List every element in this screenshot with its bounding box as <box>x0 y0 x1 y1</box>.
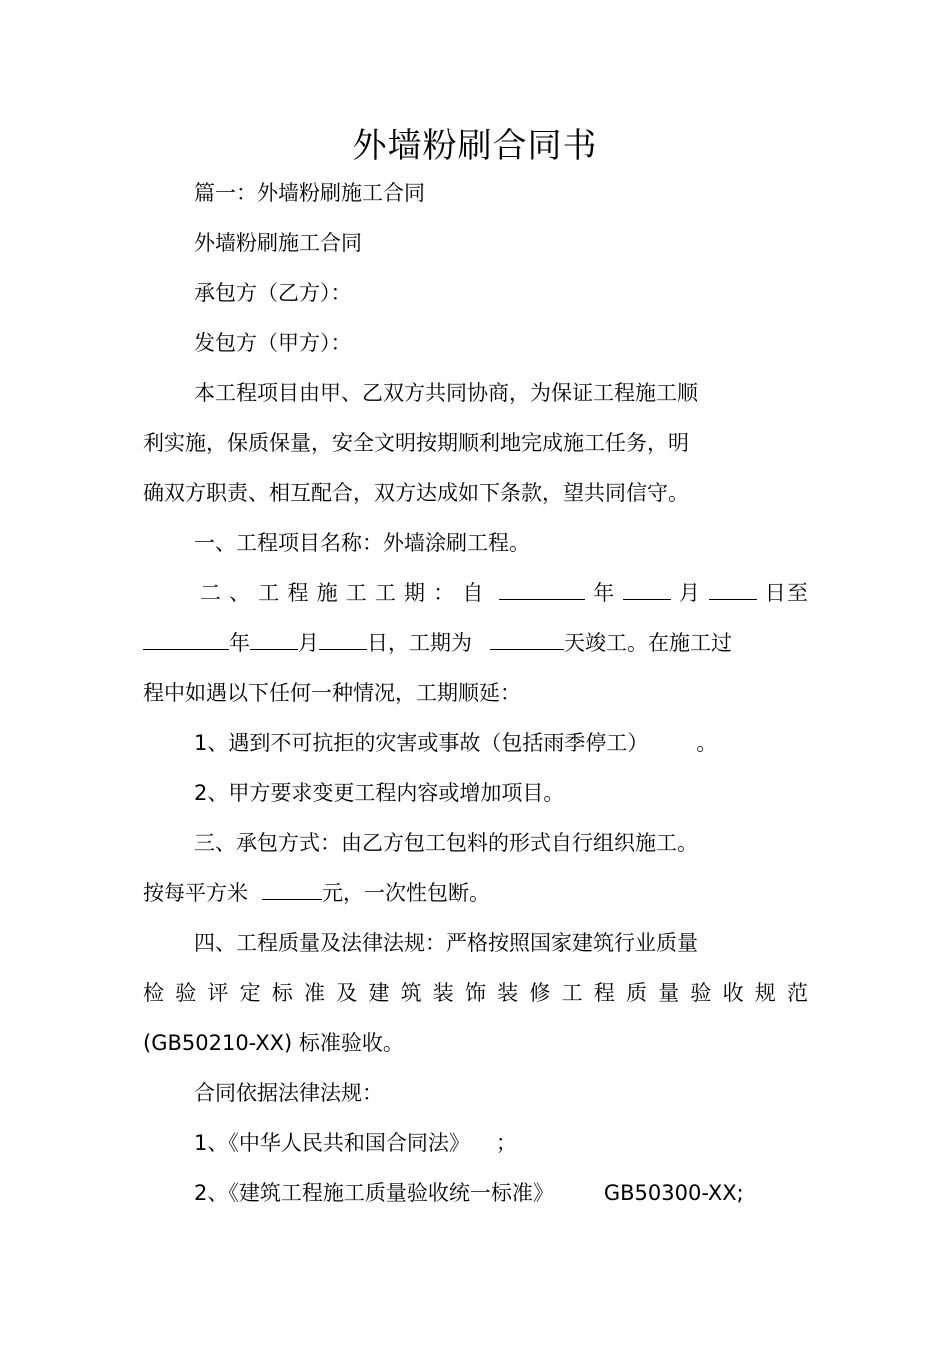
law-item-2-text: 2、《建筑工程施工质量验收统一标准》 <box>194 1181 554 1205</box>
section-2-line-3: 程中如遇以下任何一种情况，工期顺延： <box>143 681 521 705</box>
delay-item-1-period: 。 <box>696 731 718 755</box>
section-3-line-2 <box>143 868 808 918</box>
end-day-blank <box>319 627 367 650</box>
start-day-label: 日至 <box>764 581 808 605</box>
end-month-blank <box>250 627 298 650</box>
duration-label: 天竣工。在施工过 <box>564 631 732 655</box>
start-day-blank <box>709 577 757 600</box>
contract-heading: 外墙粉刷施工合同 <box>194 231 362 255</box>
intro-line-1: 本工程项目由甲、乙双方共同协商，为保证工程施工顺 <box>194 381 698 405</box>
intro-line-3: 确双方职责、相互配合，双方达成如下条款，望共同信守。 <box>143 481 689 505</box>
section-2-line-1 <box>200 568 808 618</box>
section-3: 三、承包方式：由乙方包工包料的形式自行组织施工。 <box>194 831 698 855</box>
section-2-label: 二、工程施工工期：自 <box>200 581 492 605</box>
delay-item-1-text: 1、遇到不可抗拒的灾害或事故（包括雨季停工） <box>194 731 649 755</box>
laws-heading: 合同依据法律法规： <box>194 1081 383 1105</box>
price-label: 按每平方米 <box>143 881 248 905</box>
end-year-label: 年 <box>229 631 250 655</box>
section-4-line-2: 检验评定标准及建筑装饰装修工程质量验收规范 <box>143 981 808 1005</box>
law-item-1-text: 1、《中华人民共和国合同法》 <box>194 1131 470 1155</box>
contractor-line: 承包方（乙方）： <box>194 281 352 305</box>
law-item-2 <box>194 1168 808 1218</box>
price-blank <box>262 877 322 900</box>
subtitle: 篇一：外墙粉刷施工合同 <box>194 181 425 205</box>
intro-line-2: 利实施，保质保量，安全文明按期顺利地完成施工任务，明 <box>143 431 689 455</box>
delay-item-2: 2、甲方要求变更工程内容或增加项目。 <box>194 781 565 805</box>
start-year-blank <box>499 577 585 600</box>
section-2-line-2 <box>143 618 808 668</box>
start-month-blank <box>623 577 671 600</box>
law-item-2-end: GB50300-XX; <box>603 1181 744 1205</box>
section-4-line-1: 四、工程质量及法律法规：严格按照国家建筑行业质量 <box>194 931 698 955</box>
end-day-label: 日，工期为 <box>367 631 472 655</box>
section-1: 一、工程项目名称：外墙涂刷工程。 <box>194 531 530 555</box>
start-month-label: 月 <box>678 581 702 605</box>
document-title: 外墙粉刷合同书 <box>352 126 598 166</box>
law-item-1-end: ； <box>495 1131 517 1155</box>
start-year-label: 年 <box>593 581 616 605</box>
end-month-label: 月 <box>298 631 319 655</box>
section-4-line-3: (GB50210-XX) 标准验收。 <box>143 1031 404 1055</box>
end-year-blank <box>143 627 229 650</box>
law-item-1 <box>194 1118 808 1168</box>
duration-blank <box>490 627 564 650</box>
delay-item-1 <box>194 718 808 768</box>
price-unit: 元，一次性包断。 <box>322 881 490 905</box>
client-line: 发包方（甲方）： <box>194 331 352 355</box>
